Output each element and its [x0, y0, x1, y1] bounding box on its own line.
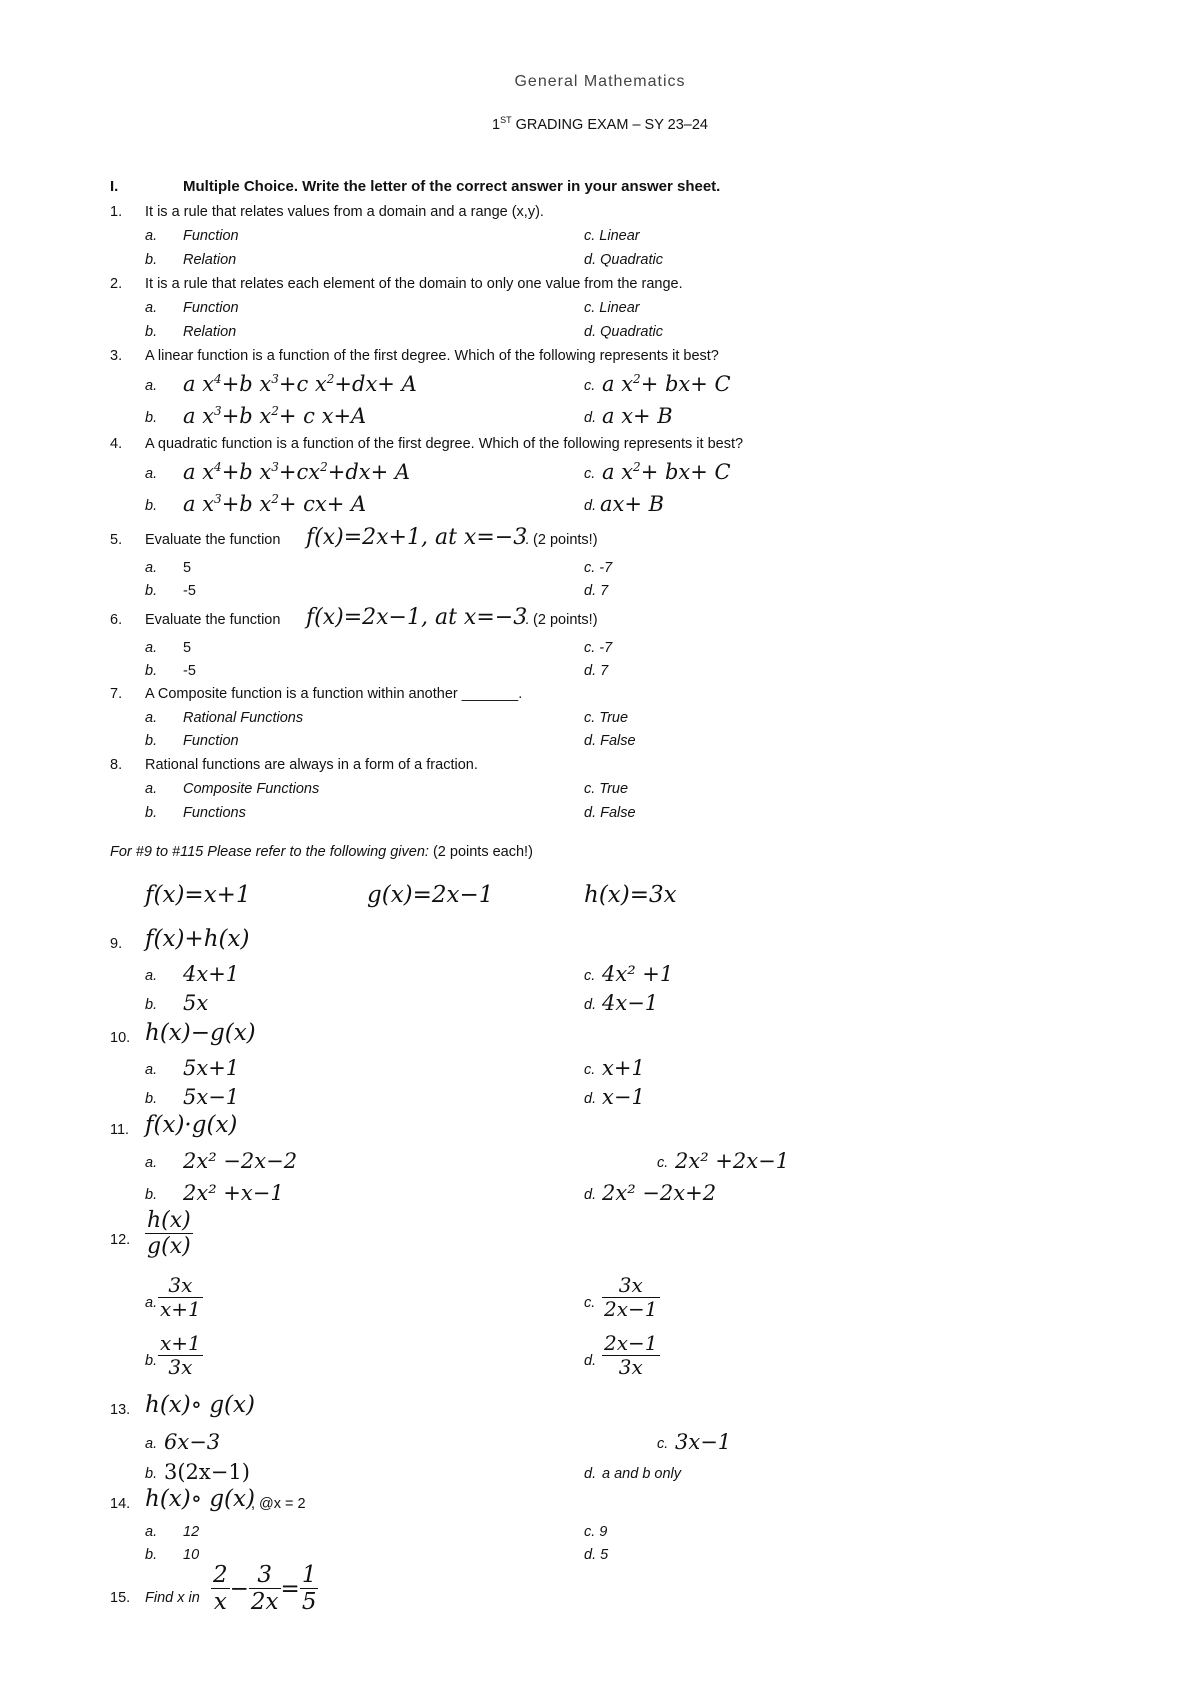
q10-b: 5x−1	[183, 1085, 240, 1109]
q2-a-letter: a.	[145, 300, 158, 316]
q11-b-letter: b.	[145, 1187, 158, 1203]
q12-d-den: 3x	[618, 1355, 643, 1379]
q8-b: Functions	[183, 805, 246, 821]
q15-pre: Find x in	[145, 1590, 200, 1606]
q10-d-letter: d.	[584, 1091, 597, 1107]
q10-c-letter: c.	[584, 1062, 596, 1078]
q14-b-letter: b.	[145, 1547, 158, 1563]
q15-number: 15.	[110, 1590, 131, 1606]
q14-d: d. 5	[584, 1547, 609, 1563]
q3-d: a x+ B	[602, 404, 673, 428]
q3-b-letter: b.	[145, 410, 158, 426]
q14-c: c. 9	[584, 1524, 608, 1540]
q10-d: x−1	[602, 1085, 645, 1109]
q3-b: a $x^3+b$ $x^2+ c$ x+A	[183, 404, 367, 428]
q1-text: It is a rule that relates values from a domain and a range (x,y).	[145, 204, 544, 220]
q11-d: 2x² −2x+2	[602, 1181, 717, 1205]
q9-d-letter: d.	[584, 997, 597, 1013]
q1-b: Relation	[183, 252, 237, 268]
q4-b-letter: b.	[145, 498, 158, 514]
q12-c-letter: c.	[584, 1295, 596, 1311]
q13-d: a and b only	[602, 1466, 682, 1482]
q13-b: 3(2x−1)	[164, 1460, 250, 1484]
q4-d: ax+ B	[600, 492, 665, 516]
q1-b-letter: b.	[145, 252, 158, 268]
q12-d-num: 2x−1	[604, 1331, 658, 1355]
q8-a-letter: a.	[145, 781, 158, 797]
q6-number: 6.	[110, 612, 123, 628]
q7-b: Function	[183, 733, 239, 749]
q6-a-letter: a.	[145, 640, 158, 656]
q5-equation: f(x)=2x+1, at x=−3	[306, 525, 528, 550]
q9-a-letter: a.	[145, 968, 158, 984]
given-g: g(x)=2x−1	[367, 882, 494, 908]
q2-c: c. Linear	[584, 300, 640, 316]
q12-c-num: 3x	[602, 1274, 660, 1298]
q9-b-letter: b.	[145, 997, 158, 1013]
exam-rest: GRADING EXAM – SY 23–24	[511, 116, 708, 133]
q10-a: 5x+1	[183, 1056, 240, 1080]
q2-b-letter: b.	[145, 324, 158, 340]
q9-c-letter: c.	[584, 968, 596, 984]
q15-f1-den: x	[213, 1589, 227, 1616]
q13-b-letter: b.	[145, 1466, 158, 1482]
q4-number: 4.	[110, 436, 123, 452]
q6-equation: f(x)=2x−1, at x=−3	[306, 605, 528, 630]
section-instruction: Multiple Choice. Write the letter of the correct answer in your answer sheet.	[183, 178, 721, 195]
q4-a-letter: a.	[145, 466, 158, 482]
q12-numerator: h(x)	[147, 1208, 191, 1233]
q14-b: 10	[183, 1547, 200, 1563]
q8-number: 8.	[110, 757, 123, 773]
q13-a: 6x−3	[164, 1430, 221, 1454]
q1-c: c. Linear	[584, 228, 640, 244]
q6-a: 5	[183, 640, 192, 656]
q11-d-letter: d.	[584, 1187, 597, 1203]
q4-a: a $x^4+b$ $x^3+cx^2+dx+ A$	[183, 460, 411, 484]
q7-number: 7.	[110, 686, 123, 702]
q15-f2-den: 2x	[250, 1589, 279, 1616]
q6-c: c. -7	[584, 640, 613, 656]
q6-post: . (2 points!)	[525, 612, 598, 628]
q13-c-letter: c.	[657, 1436, 669, 1452]
q2-d: d. Quadratic	[584, 324, 663, 340]
q5-b: -5	[183, 583, 196, 599]
q5-a-letter: a.	[145, 560, 158, 576]
q8-c: c. True	[584, 781, 629, 797]
q12-a	[158, 1274, 203, 1321]
q15-equals: =	[280, 1575, 300, 1602]
q10-number: 10.	[110, 1030, 131, 1046]
given-h: h(x)=3x	[584, 882, 677, 908]
q3-c: a $x^2+ bx+ C$	[602, 372, 731, 396]
subject-title: General Mathematics	[514, 73, 686, 90]
q7-c: c. True	[584, 710, 629, 726]
q2-b: Relation	[183, 324, 237, 340]
q9-c: 4x² +1	[602, 962, 674, 986]
q5-d: d. 7	[584, 583, 609, 599]
q3-c-letter: c.	[584, 378, 596, 394]
q8-a: Composite Functions	[183, 781, 320, 797]
exam-title	[0, 115, 1200, 133]
q5-number: 5.	[110, 532, 123, 548]
q3-a: a $x^4+b$ $x^3+c$ $x^2+dx+ A$	[183, 372, 417, 396]
q4-d-letter: d.	[584, 498, 597, 514]
q7-d: d. False	[584, 733, 636, 749]
q9-d: 4x−1	[602, 991, 659, 1015]
q13-number: 13.	[110, 1402, 131, 1418]
q7-text: A Composite function is a function within another _______.	[145, 686, 523, 702]
q3-d-letter: d.	[584, 410, 597, 426]
q5-a: 5	[183, 560, 192, 576]
section-number: I.	[110, 178, 119, 195]
q12-b-den: 3x	[168, 1355, 193, 1379]
q10-a-letter: a.	[145, 1062, 158, 1078]
q12-c	[602, 1274, 660, 1321]
q4-text: A quadratic function is a function of the first degree. Which of the following represents it best?	[145, 436, 744, 452]
q12-d-letter: d.	[584, 1353, 597, 1369]
q11-a-letter: a.	[145, 1155, 158, 1171]
q11-a: 2x² −2x−2	[183, 1149, 298, 1173]
q11-number: 11.	[110, 1122, 130, 1138]
q11-c-letter: c.	[657, 1155, 669, 1171]
q15-f3-num: 1	[301, 1562, 317, 1588]
q12-b-num: x+1	[160, 1331, 201, 1355]
q9-number: 9.	[110, 936, 123, 952]
q4-c-letter: c.	[584, 466, 596, 482]
q6-d: d. 7	[584, 663, 609, 679]
given-points: (2 points each!)	[428, 844, 533, 860]
q14-a: 12	[183, 1524, 200, 1540]
q9-a: 4x+1	[183, 962, 240, 986]
q13-expr: h(x)∘ g(x)	[145, 1392, 255, 1418]
q13-a-letter: a.	[145, 1436, 158, 1452]
q5-post: . (2 points!)	[525, 532, 598, 548]
q8-b-letter: b.	[145, 805, 158, 821]
q12-b	[158, 1332, 203, 1379]
q1-d: d. Quadratic	[584, 252, 663, 268]
q15-f2-num: 3	[249, 1562, 281, 1589]
q4-c: a $x^2+ bx+ C$	[602, 460, 731, 484]
q11-b: 2x² +x−1	[183, 1181, 284, 1205]
q10-c: x+1	[602, 1056, 645, 1080]
q14-a-letter: a.	[145, 1524, 158, 1540]
q3-number: 3.	[110, 348, 123, 364]
q12-expr	[145, 1208, 193, 1260]
q7-a-letter: a.	[145, 710, 158, 726]
q12-a-num: 3x	[158, 1274, 203, 1298]
q1-a: Function	[183, 228, 239, 244]
q12-c-den: 2x−1	[604, 1297, 658, 1321]
q8-text: Rational functions are always in a form of a fraction.	[145, 757, 478, 773]
q10-expr: h(x)−g(x)	[145, 1020, 256, 1046]
q9-expr: f(x)+h(x)	[145, 926, 250, 952]
q11-expr: f(x)·g(x)	[145, 1112, 238, 1138]
q11-c: 2x² +2x−1	[675, 1149, 790, 1173]
q12-a-letter: a.	[145, 1295, 158, 1311]
q6-pre: Evaluate the function	[145, 612, 281, 628]
q7-b-letter: b.	[145, 733, 158, 749]
q6-b-letter: b.	[145, 663, 158, 679]
q15-minus: −	[229, 1575, 249, 1602]
q14-post: , @x = 2	[251, 1496, 306, 1512]
q3-a-letter: a.	[145, 378, 158, 394]
q12-denominator: g(x)	[147, 1234, 191, 1260]
q14-number: 14.	[110, 1496, 131, 1512]
q9-b: 5x	[183, 991, 209, 1015]
q12-a-den: x+1	[160, 1297, 201, 1321]
q8-d: d. False	[584, 805, 636, 821]
q1-number: 1.	[110, 204, 123, 220]
q12-d	[602, 1332, 660, 1379]
q7-a: Rational Functions	[183, 710, 304, 726]
exam-sup: ST	[500, 115, 512, 125]
q2-a: Function	[183, 300, 239, 316]
q13-c: 3x−1	[675, 1430, 732, 1454]
q2-text: It is a rule that relates each element of the domain to only one value from the range.	[145, 276, 683, 292]
q3-text: A linear function is a function of the first degree. Which of the following represents it best?	[145, 348, 719, 364]
q15-f1-num: 2	[213, 1562, 228, 1588]
q5-c: c. -7	[584, 560, 613, 576]
given-intro-text: For #9 to #115 Please refer to the following given:	[110, 844, 429, 860]
q14-expr: h(x)∘ g(x)	[145, 1486, 255, 1512]
given-intro	[110, 844, 533, 860]
q12-b-letter: b.	[145, 1353, 158, 1369]
q6-b: -5	[183, 663, 196, 679]
q4-b: a $x^3+b$ $x^2+ cx+ A$	[183, 492, 367, 516]
q10-b-letter: b.	[145, 1091, 158, 1107]
q12-number: 12.	[110, 1232, 131, 1248]
q5-b-letter: b.	[145, 583, 158, 599]
q1-a-letter: a.	[145, 228, 158, 244]
q13-d-letter: d.	[584, 1466, 597, 1482]
given-f: f(x)=x+1	[145, 882, 251, 908]
q15-equation	[211, 1562, 318, 1616]
q15-f3-den: 5	[301, 1589, 317, 1616]
q2-number: 2.	[110, 276, 123, 292]
exam-prefix: 1	[492, 116, 501, 133]
q5-pre: Evaluate the function	[145, 532, 281, 548]
